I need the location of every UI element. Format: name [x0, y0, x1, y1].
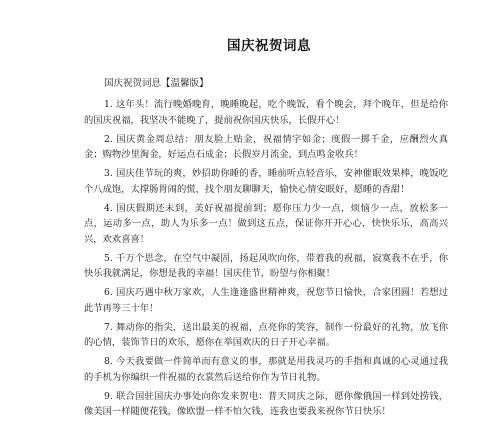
paragraph-list — [84, 97, 448, 420]
paragraph-7: 7. 舞动你的指尖，送出最美的祝福，点亮你的笑容，制作一份最好的礼物，放飞你的心情，装饰节日的欢乐，愿你在举国欢庆的日子开心幸福。 — [84, 321, 448, 348]
paragraph-8: 8. 今天我要做一件简单而有意义的事，那就是用我灵巧的手指和真诚的心灵通过我的手机为你编织一件祝福的衣裳然后送给你作为节日礼物。 — [84, 356, 448, 383]
paragraph-6: 6. 国庆巧遇中秋万家欢，人生逢逢盛世精神爽，祝您节日愉快，合家团圆！若想过此节再等三十年！ — [84, 287, 448, 314]
document-subheading: 国庆祝贺词息【温馨版】 — [104, 78, 209, 89]
paragraph-1: 1. 这年头！流行晚婚晚育，晚睡晚起，吃个晚饭，看个晚会，拜个晚年，但是给你的国庆祝福，我坚决不能晚了，提前祝你国庆快乐，长假开心！ — [84, 99, 448, 126]
paragraph-2: 2. 国庆黄金周总结：朋友脸上贴金，祝福情字如金；度假一掷千金，应酬烈火真金；购物沙里淘金，好运点石成金；长假岁月流金，到点鸣金收兵！ — [84, 133, 448, 160]
paragraph-4: 4. 国庆假期还未到，美好祝福提前到；愿你压力少一点，烦恼少一点，放松多一点，运动多一点，助人为乐多一点！做到这五点，保证你开开心心，快快乐乐，高高兴兴，欢欢喜喜！ — [84, 202, 448, 245]
document-title: 国庆祝贺词息 — [227, 38, 311, 54]
paragraph-5: 5. 千万个思念，在空气中凝固，扬起风吹向你，带着我的祝福，寂寞我不在乎，你快乐我就满足，你想是我的幸福！国庆佳节，盼望与你相聚！ — [84, 252, 448, 279]
paragraph-3: 3. 国庆佳节玩的爽，妙招助你睡的香，睡前听点轻音乐，安神催眠效果棒，晚饭吃个八成饱，太撑肠胃闹的慌，找个朋友聊聊天，愉快心情安眠好，愿睡的香甜！ — [84, 168, 448, 195]
paragraph-9: 9. 联合国驻国庆办事处向你发来贺电：普天同庆之际，愿你像俄国一样到处捞钱，像美国一样随便花钱，像欧盟一样不怕欠钱，连我也要我来祝你节日快乐！ — [84, 390, 448, 417]
